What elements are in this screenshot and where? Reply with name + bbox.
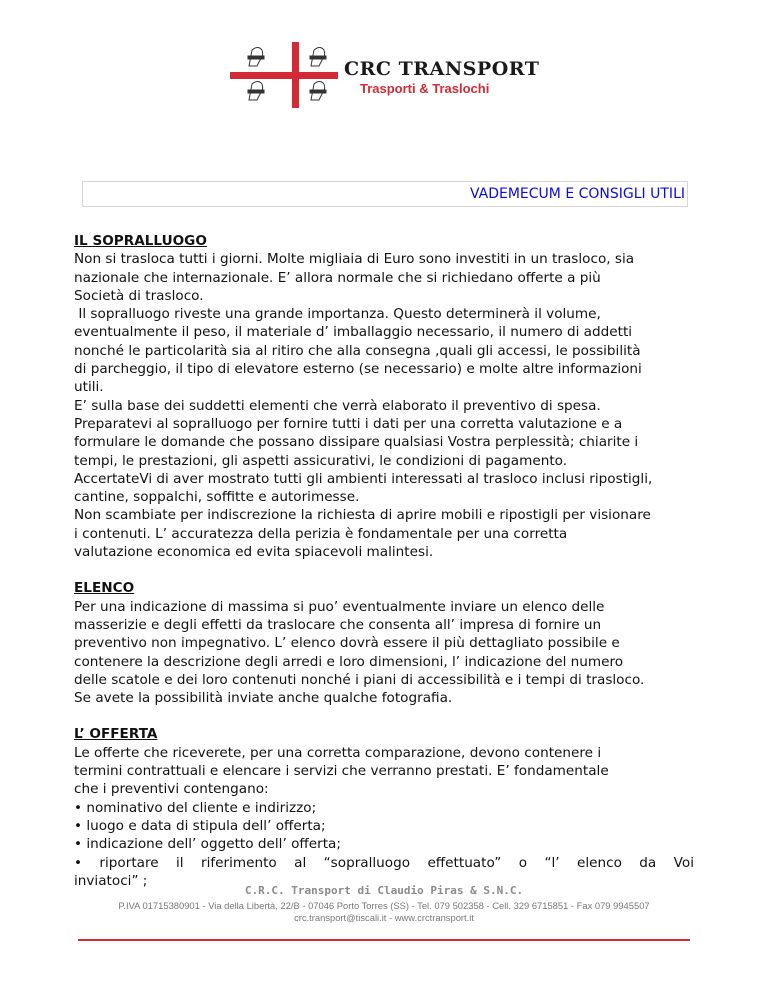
- document-title: VADEMECUM E CONSIGLI UTILI: [469, 186, 685, 202]
- body-line: Per una indicazione di massima si puo’ eventualmente inviare un elenco delle: [74, 598, 605, 615]
- body-line: utili.: [74, 379, 104, 396]
- footer-company: C.R.C. Transport di Claudio Piras & S.N.C.: [244, 884, 524, 897]
- body-line: valutazione economica ed evita spiacevoli malintesi.: [74, 544, 434, 561]
- body-line: i contenuti. L’ accuratezza della perizia è fondamentale per una corretta: [74, 525, 568, 542]
- footer-contacts: crc.transport@tiscali.it - www.crctransport.it: [294, 912, 474, 923]
- body-line: masserizie e degli effetti da traslocare che consenta all’ impresa di fornire un: [74, 616, 602, 633]
- body-line: nonché le particolarità sia al ritiro che alla consegna ,quali gli accessi, le possibilità: [74, 342, 641, 359]
- footer-divider: [78, 939, 690, 941]
- page-footer: [0, 884, 768, 923]
- body-line: che i preventivi contengano:: [74, 781, 269, 798]
- body-line: Non scambiate per indiscrezione la richiesta di aprire mobili e ripostigli per visionare: [74, 507, 651, 524]
- bullet-item: • nominativo del cliente e indirizzo;: [74, 799, 317, 816]
- body-line: E’ sulla base dei suddetti elementi che verrà elaborato il preventivo di spesa.: [74, 397, 601, 414]
- body-line: di parcheggio, il tipo di elevatore esterno (se necessario) e molte altre informazioni: [74, 361, 642, 378]
- body-line: preventivo non impegnativo. L’ elenco dovrà essere il più dettagliato possibile e: [74, 635, 620, 652]
- body-line: termini contrattuali e elencare i servizi che verranno prestati. E’ fondamentale: [74, 763, 609, 780]
- body-line: AccertateVi di aver mostrato tutti gli ambienti interessati al trasloco inclusi ripostigli,: [74, 470, 653, 487]
- bullet-item: • luogo e data di stipula dell’ offerta;: [74, 817, 326, 834]
- body-line: tempi, le prestazioni, gli aspetti assicurativi, le condizioni di pagamento.: [74, 452, 568, 469]
- company-logo: [228, 40, 540, 110]
- sardinian-flag-cross-icon: [228, 40, 340, 110]
- body-line: Non si trasloca tutti i giorni. Molte migliaia di Euro sono investiti in un trasloco, sia: [74, 251, 635, 268]
- body-line: cantine, soppalchi, soffitte e autorimesse.: [74, 489, 360, 506]
- bullet-item: • indicazione dell’ oggetto dell’ offerta;: [74, 836, 341, 853]
- body-line: delle scatole e dei loro contenuti nonché i piani di accessibilità e i tempi di trasloco.: [74, 671, 645, 688]
- body-line: contenere la descrizione degli arredi e loro dimensioni, l’ indicazione del numero: [74, 653, 624, 670]
- brand-name: CRC TRANSPORT: [344, 58, 540, 80]
- brand-tagline: Trasporti & Traslochi: [360, 81, 490, 96]
- footer-address: P.IVA 01715380901 - Via della Libertà, 22/B - 07046 Porto Torres (SS) - Tel. 079 502358 - Cell. 329 6715851 - Fax 079 9945507: [118, 900, 650, 911]
- bullet-item: • riportare il riferimento al “sopralluogo effettuato” o “l’ elenco da Voi: [74, 854, 694, 871]
- body-line: eventualmente il peso, il materiale d’ imballaggio necessario, il numero di addetti: [74, 324, 633, 341]
- body-line: Il sopralluogo riveste una grande importanza. Questo determinerà il volume,: [74, 306, 601, 323]
- body-line: inviatoci” ;: [74, 872, 148, 889]
- document-body: [74, 232, 694, 890]
- body-line: Società di trasloco.: [74, 287, 204, 304]
- body-line: Le offerte che riceverete, per una corretta comparazione, devono contenere i: [74, 744, 602, 761]
- body-line: nazionale che internazionale. E’ allora normale che si richiedano offerte a più: [74, 269, 601, 286]
- body-line: Se avete la possibilità inviate anche qualche fotografia.: [74, 690, 453, 707]
- body-line: Preparatevi al sopralluogo per fornire tutti i dati per una corretta valutazione e a: [74, 415, 623, 432]
- body-line: formulare le domande che possano dissipare qualsiasi Vostra perplessità; chiarite i: [74, 434, 639, 451]
- section-heading-elenco: ELENCO: [74, 580, 135, 597]
- section-heading-sopralluogo: IL SOPRALLUOGO: [74, 233, 207, 249]
- section-heading-offerta: L’ OFFERTA: [74, 726, 158, 743]
- title-box: [82, 181, 688, 207]
